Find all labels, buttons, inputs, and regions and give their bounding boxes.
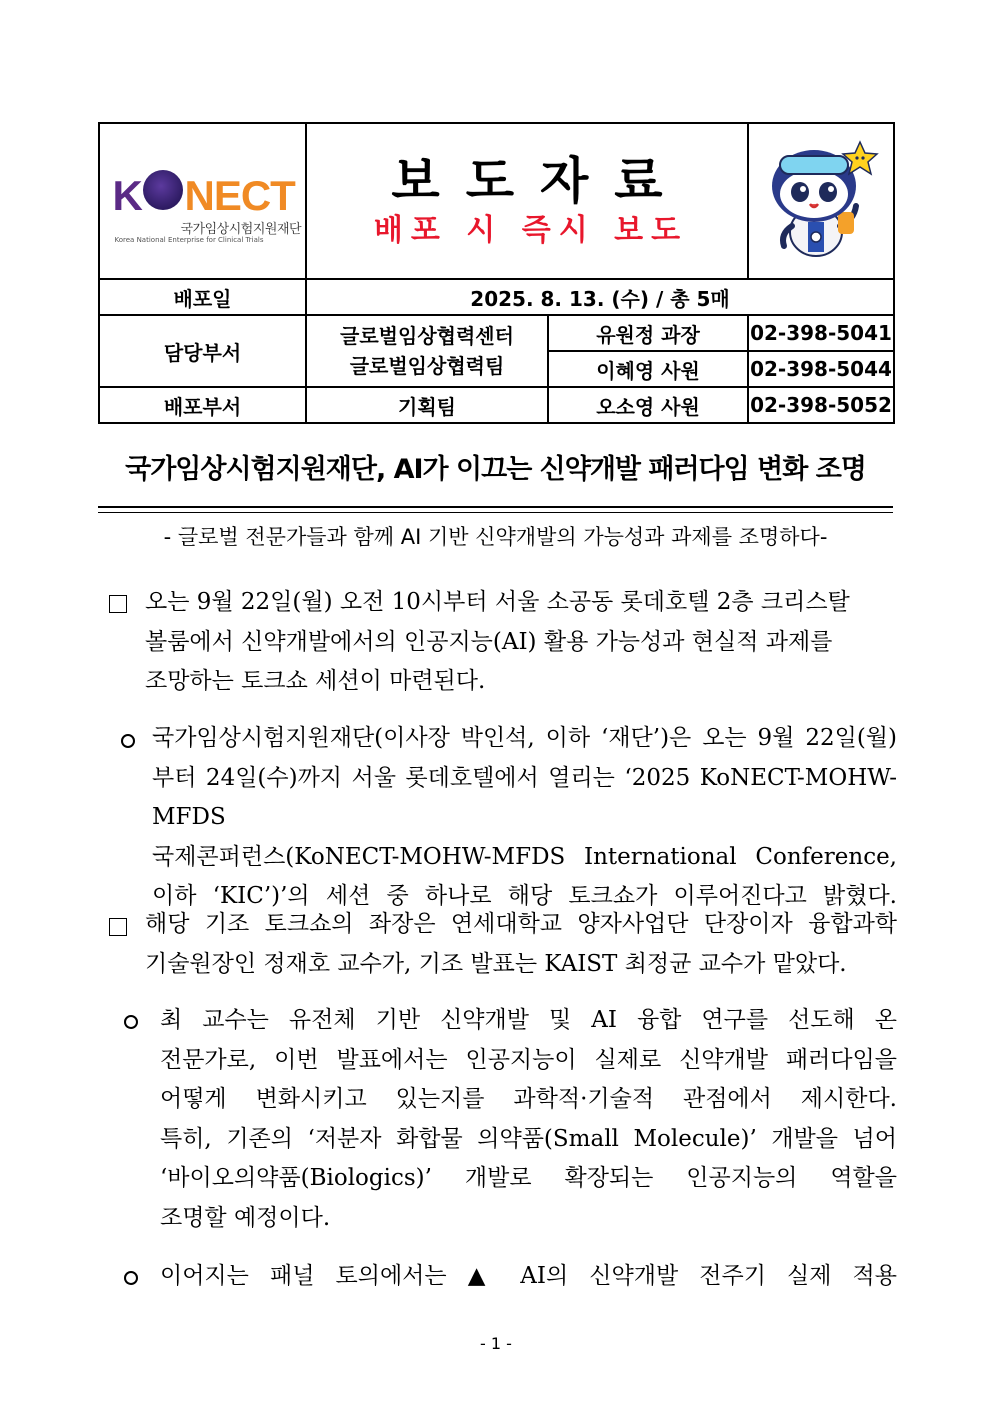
subheadline: - 글로벌 전문가들과 함께 AI 기반 신약개발의 가능성과 과제를 조명하다- [163, 525, 828, 549]
body-line: 오는 9월 22일(월) 오전 10시부터 서울 소공동 롯데호텔 2층 크리스탈 [145, 589, 850, 615]
contact-name: 유원정 과장 [548, 315, 748, 351]
contact-name: 오소영 사원 [548, 387, 748, 423]
page-title: 보도자료 [391, 152, 689, 210]
body-line: 조명할 예정이다. [160, 1204, 331, 1231]
logo-cell [99, 123, 306, 279]
release-date-label: 배포일 [99, 279, 306, 315]
headline: 국가임상시험지원재단, AI가 이끄는 신약개발 패러다임 변화 조명 [125, 454, 866, 485]
title-cell [306, 123, 748, 279]
body-line: 특히, 기존의 ‘저분자 화합물 의약품(Small Molecule)’ 개발을 넘어 [160, 1125, 897, 1152]
body-line: 이어지는 패널 토의에서는 ▲ AI의 신약개발 전주기 실제 적용 [160, 1263, 897, 1289]
body-line: 전문가로, 이번 발표에서는 인공지능이 실제로 신약개발 패러다임을 [160, 1046, 897, 1073]
body-line: ‘바이오의약품(Biologics)’ 개발로 확장되는 인공지능의 역할을 [160, 1165, 897, 1191]
contact-phone: 02-398-5052 [748, 387, 894, 423]
dept-label: 담당부서 [99, 315, 306, 387]
dept-value [306, 315, 548, 387]
body-paragraph [145, 583, 897, 702]
konect-logo: K NECT 국가임상시험지원재단 Korea National Enterprise for Clinical Trials [112, 172, 302, 244]
square-bullet-icon [109, 595, 127, 613]
square-bullet-icon [109, 918, 127, 936]
logo-org-name-en: Korea National Enterprise for Clinical Trials [114, 236, 264, 244]
logo-org-name: 국가임상시험지원재단 [180, 222, 302, 237]
body-line: 해당 기조 토크쇼의 좌장은 연세대학교 양자사업단 단장이자 융합과학 [145, 911, 897, 937]
body-paragraph [160, 1257, 897, 1297]
body-paragraph [145, 905, 897, 984]
mascot-cell [748, 123, 894, 279]
body-paragraph [152, 719, 897, 917]
body-line: 어떻게 변화시키고 있는지를 과학적·기술적 관점에서 제시한다. [160, 1086, 897, 1112]
contact-phone: 02-398-5044 [748, 351, 894, 387]
release-date-value: 2025. 8. 13. (수) / 총 5매 [306, 279, 894, 315]
body-line: 국가임상시험지원재단(이사장 박인석, 이하 ‘재단’)은 오는 9월 22일(월) [152, 725, 897, 751]
circle-bullet-icon [121, 734, 135, 748]
dist-dept-value: 기획팀 [306, 387, 548, 423]
page-subtitle: 배포 시 즉시 보도 [373, 213, 689, 248]
dept-team: 글로벌임상협력팀 [349, 354, 505, 378]
body-line: 조망하는 토크쇼 세션이 마련된다. [145, 668, 486, 694]
body-line: 국제콘퍼런스(KoNECT-MOHW-MFDS International Conference, [152, 843, 897, 870]
body-paragraph [160, 1001, 897, 1238]
contact-name: 이혜영 사원 [548, 351, 748, 387]
press-release-header-table [98, 122, 895, 424]
mascot-character-icon [756, 134, 886, 264]
body-line: 볼룸에서 신약개발에서의 인공지능(AI) 활용 가능성과 현실적 과제를 [145, 628, 833, 655]
circle-bullet-icon [124, 1015, 138, 1029]
headline-divider [98, 512, 893, 513]
dist-dept-label: 배포부서 [99, 387, 306, 423]
body-line: 이하 ‘KIC’)’의 세션 중 하나로 해당 토크쇼가 이루어진다고 밝혔다. [152, 883, 897, 909]
circle-bullet-icon [124, 1271, 138, 1285]
dept-center: 글로벌임상협력센터 [340, 324, 514, 348]
contact-phone: 02-398-5041 [748, 315, 894, 351]
headline-divider [98, 506, 893, 508]
body-line: 기술원장인 정재호 교수가, 기조 발표는 KAIST 최정균 교수가 맡았다. [145, 950, 847, 977]
page-number: - 1 - [480, 1334, 512, 1353]
body-line: 최 교수는 유전체 기반 신약개발 및 AI 융합 연구를 선도해 온 [160, 1007, 897, 1033]
body-line: 부터 24일(수)까지 서울 롯데호텔에서 열리는 ‘2025 KoNECT-MOHW-MFDS [152, 764, 897, 830]
globe-icon [143, 170, 183, 210]
